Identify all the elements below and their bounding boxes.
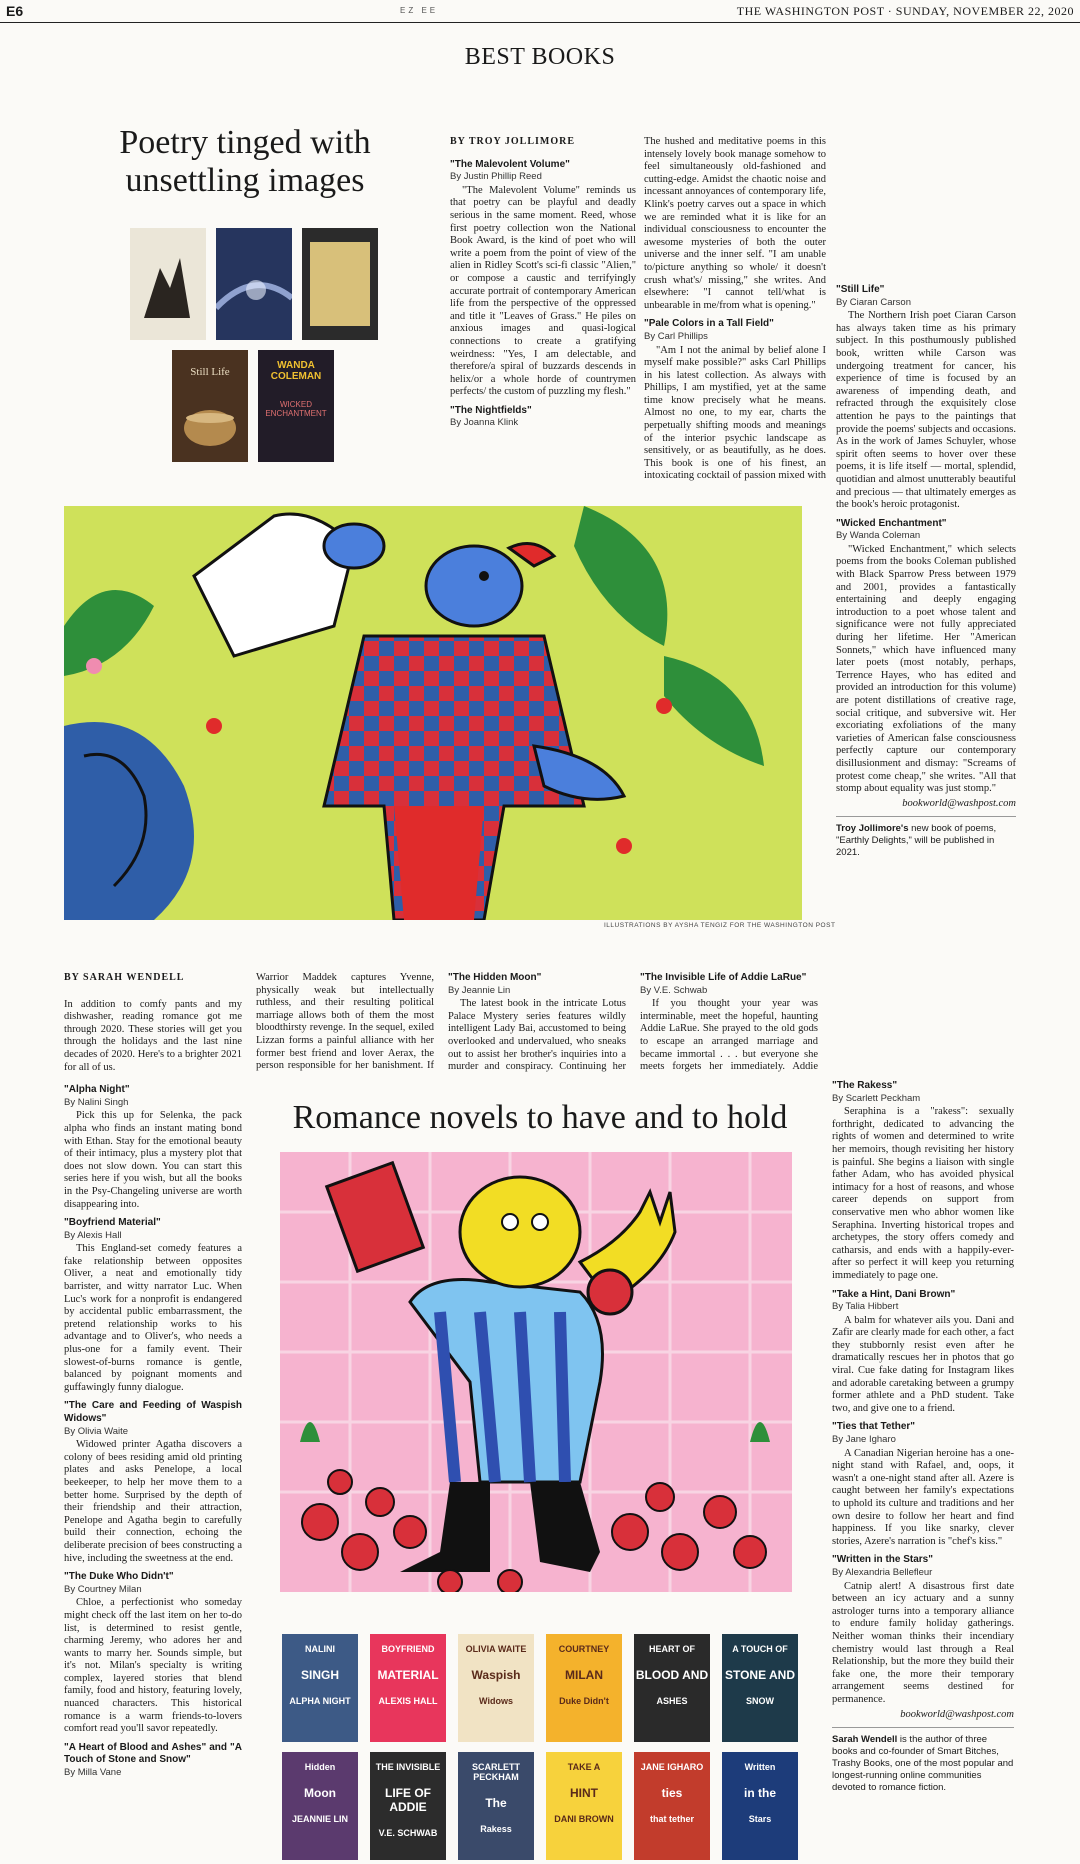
book-review: Widowed printer Agatha discovers a colony of bees residing amid old printing plates and asks Penelope, a local beekeeper, to help her move them to a better home. Surprised by the depth of their friendship and their attraction, Penelope and Agatha begin to carefully build their connection, echoing the deliberate precision of bees constructing a hive, including the sweetness at the end. [64, 1439, 242, 1564]
book-author: By Ciaran Carson [836, 296, 911, 308]
cover-text: HINT [570, 1786, 598, 1800]
cover-text: JEANNIE LIN [291, 1814, 348, 1824]
poetry-illustration [64, 506, 802, 920]
book-title: "A Heart of Blood and Ashes" and "A Touch of Stone and Snow" [64, 1741, 242, 1766]
book-review: "Am I not the animal by belief alone I myself make possible?" asks Carl Phillips in his latest collection. As always with Phillips, I am mystified, yet at the same time know precisely what he means. Almost no one, to my ear, charts the perpetually shifting moods and meanings of the interior psychic landscape as sensitively, or as beautifully, as he does. This book is one of his finest, an intoxicating cocktail of passion mixed with [644, 344, 826, 482]
cover-text: The [485, 1796, 507, 1810]
cover-pale-colors [302, 228, 378, 340]
cover-text: Hidden [304, 1762, 336, 1772]
book-author: By V.E. Schwab [640, 984, 708, 996]
book-author: By Justin Phillip Reed [450, 171, 542, 183]
bio-name: Sarah Wendell [832, 1734, 898, 1746]
page-header [0, 0, 1080, 23]
cover-text: Stars [748, 1814, 772, 1824]
book-review: The Northern Irish poet Ciaran Carson has always taken time as his primary subject. In this posthumously published book, written while Carson was undergoing treatment for cancer, his experience of time is focused by an awareness of impending death, and refracted through the exquisitely close attention he pays to the paintings that provide the poems' subjects and occasions. As in the work of James Schuyler, whose spirit often seems to hover over these poems, it is life itself — mortal, splendid, quotidian and almost unutterably beautiful and precious — that ultimately emerges as the book's heroic protagonist. [836, 310, 1016, 511]
cover-text: Written [744, 1762, 776, 1772]
cover-art [130, 228, 206, 340]
romance-column-2 [256, 972, 434, 1072]
book-title: "The Malevolent Volume" [450, 158, 570, 170]
cover-text: Duke Didn't [559, 1696, 609, 1706]
cover-text: Waspish [471, 1668, 521, 1682]
cover-text: A TOUCH OF [732, 1644, 788, 1654]
bio-name: Troy Jollimore's [836, 823, 909, 835]
author-bio [836, 816, 1016, 859]
book-review: Chloe, a perfectionist who someday might check off the last item on her to-do list, is determined to resist gentle, charming Jeremy, who adores her and wants to marry her. Sounds simple, but it's not. Milan's specialty is writing complex, layered stories that blend family, food and history, featuring lovely, nuanced characters. This historical romance is a warm friends-to-lovers comfort read you'll savor repeatedly. [64, 1597, 242, 1735]
cover-text: THE INVISIBLE [375, 1762, 441, 1772]
romance-book-cover [634, 1752, 710, 1860]
book-review: "Wicked Enchantment," which selects poems from the books Coleman published with Black Sparrow Press between 1979 and 2001, provides a fantastically entertaining and deeply engaging introduction to a poet whose talent and significance were not fully appreciated during her lifetime. Her "American Sonnets," which have influenced many later poets (most notably, perhaps, Terrence Hayes, who has edited and provided an introduction for this volume) are potent distillations of creative rage, social critique, and subversive wit. Her excoriating exfoliations of the many varieties of American false consciousness perfectly capture our contemporary disillusionment and dismay: "Screams of protest come cheap," she writes. "All that stomp about equality was just stomp." [836, 543, 1016, 795]
romance-illustration [280, 1152, 792, 1592]
book-title: "The Nightfields" [450, 404, 532, 416]
romance-book-cover [634, 1634, 710, 1742]
book-title: "Boyfriend Material" [64, 1217, 161, 1229]
cover-text: LIFE OF ADDIE [385, 1786, 431, 1814]
cover-text: COURTNEY [558, 1644, 610, 1654]
cover-text: ties [661, 1786, 683, 1800]
book-review: Warrior Maddek captures Yvenne, physically weak but intellectually ruthless, and their resulting political marriage allows both of them the most bloodthirsty revenge. In the sequel, exiled Lizzan forms a painful alliance with her former best friend and lover Aerax, the person responsible for her banishment. If [256, 972, 434, 1072]
book-title: "Still Life" [836, 284, 885, 295]
book-review: Seraphina is a "rakess": sexually forthright, dedicated to advancing the rights of women and determined to write her memoirs, though revisiting her history is painful. She begins a liaison with single father Adam, who has avoided physical intimacy for a host of reasons, and whose career depends on support from conservative men who abhor women like Seraphina. Inverting historical tropes and archetypes, the story offers comedy and catharsis, and ends with a happily-ever-after so perfect it will keep you returning immediately to page one. [832, 1106, 1014, 1281]
book-author: By Olivia Waite [64, 1425, 129, 1437]
page-number: E6 [6, 3, 24, 19]
poetry-column-2 [644, 136, 826, 484]
cover-text: SINGH [300, 1668, 339, 1682]
romance-book-cover [370, 1634, 446, 1742]
byline-name: TROY JOLLIMORE [468, 136, 575, 147]
cover-title: Still Life [190, 366, 230, 378]
book-author: By Milla Vane [64, 1767, 122, 1779]
book-author: By Wanda Coleman [836, 530, 921, 542]
book-title: "Ties that Tether" [832, 1421, 916, 1433]
cover-text: V.E. SCHWAB [378, 1828, 438, 1838]
romance-book-cover [546, 1634, 622, 1742]
cover-text: MATERIAL [377, 1668, 439, 1682]
cover-text: HEART OF [649, 1644, 695, 1654]
byline [450, 136, 636, 149]
romance-column-5 [832, 972, 1014, 1860]
email-signature: bookworld@washpost.com [900, 1708, 1014, 1720]
cover-text: ALEXIS HALL [378, 1696, 438, 1706]
book-review: A Canadian Nigerian heroine has a one-night stand with Rafael, and, oops, it wasn't a one-night stand after all. Azere is caught between her family's expectations to uphold its culture and traditions and her own desire to follow her heart and find happiness. If you like snarky, clever stories, Azere's narration is "chef's kiss." [832, 1447, 1014, 1547]
cover-text: JANE IGHARO [640, 1762, 704, 1772]
romance-headline: Romance novels to have and to hold [292, 1099, 788, 1136]
cover-wicked-enchantment [258, 350, 334, 462]
masthead: THE WASHINGTON POST · SUNDAY, NOVEMBER 22, 2020 [736, 4, 1074, 18]
book-author: By Courtney Milan [64, 1583, 142, 1595]
book-author: By Scarlett Peckham [832, 1092, 921, 1104]
romance-column-4 [640, 972, 818, 1072]
book-author: By Jane Igharo [832, 1434, 896, 1446]
cover-text: DANI BROWN [554, 1814, 614, 1824]
cover-text: TAKE A [567, 1762, 601, 1772]
book-title: "Alpha Night" [64, 1084, 130, 1096]
book-title: "Wicked Enchantment" [836, 517, 947, 529]
book-title: "Written in the Stars" [832, 1554, 933, 1566]
section-title: BEST BOOKS [464, 44, 616, 70]
romance-book-cover [370, 1752, 446, 1860]
book-title: "The Hidden Moon" [448, 972, 542, 983]
romance-book-cover [722, 1634, 798, 1742]
cover-still-life [172, 350, 248, 462]
book-author: By Carl Phillips [644, 330, 708, 342]
byline-prefix: BY [64, 972, 84, 983]
cover-text: Widows [479, 1696, 513, 1706]
byline [64, 972, 242, 985]
romance-column-1 [64, 972, 242, 1860]
email-signature: bookworld@washpost.com [902, 797, 1016, 809]
cover-text: NALINI [305, 1644, 335, 1654]
byline-name: SARAH WENDELL [83, 972, 185, 983]
cover-text: SCARLETT PECKHAM [472, 1762, 520, 1782]
poetry-headline: Poetry tinged with unsettling images [119, 124, 371, 199]
book-review: If you thought your year was interminable, meet the hopeful, haunting Addie LaRue. She prayed to the old gods to escape an arranged marriage and became immortal . . . but everyone she meets forgets her immediately. Addie [640, 998, 818, 1072]
romance-book-cover [722, 1752, 798, 1860]
book-review: The latest book in the intricate Lotus Palace Mystery series features wildly intelligent Lady Bai, accustomed to being overlooked and undervalued, who sneaks out to assist her brother's inquiries into a murder and conspiracy. Continuing her [448, 998, 626, 1072]
illustration-credit: ILLUSTRATIONS BY AYSHA TENGIZ FOR THE WASHINGTON POST [604, 922, 836, 929]
cover-text: OLIVIA WAITE [465, 1644, 527, 1654]
poetry-column-3 [836, 136, 1016, 928]
book-review: Pick this up for Selenka, the pack alpha who finds an instant mating bond with Ethan. Stay for the emotional beauty of their intimacy, plus a mystery plot that does not slow down. You can start this series here if you wish, but all the books in the Psy-Changeling universe are worth disappearing into. [64, 1110, 242, 1210]
bio-text: is the author of three books and co-founder of Smart Bitches, Trashy Books, one of the most popular and longest-running online communities devoted to romance fiction. [832, 1734, 1014, 1794]
book-review: This England-set comedy features a fake relationship between opposites Oliver, a neat and emotionally tidy barrister, and witty narrator Luc. When Luc's work for a nonprofit is endangered by accidental public embarrassment, the pretend relationship works to his advantage and to Oliver's, who needs a plus-one for a family event. Their slowest-of-burns romance is gentle, balanced by poignant moments and guffawingly funny dialogue. [64, 1243, 242, 1393]
book-title: "The Duke Who Didn't" [64, 1571, 174, 1583]
book-review: A balm for whatever ails you. Dani and Zafir are clearly made for each other, a fact they stubbornly resist even after he dramatically rescues her in photos that go viral. Cue fake dating for Instagram likes and adorable caretaking between a grumpy former athlete and a PhD student. Take two, and give one to a friend. [832, 1314, 1014, 1414]
byline-prefix: BY [450, 136, 469, 147]
cover-text: ALPHA NIGHT [289, 1696, 351, 1706]
book-author: By Jeannie Lin [448, 984, 511, 996]
romance-column-3 [448, 972, 626, 1072]
cover-text: MILAN [565, 1668, 603, 1682]
cover-nightfields [216, 228, 292, 340]
book-author: By Nalini Singh [64, 1096, 129, 1108]
book-review: The hushed and meditative poems in this intensely lovely book manage somehow to feel simultaneously old-fashioned and cutting-edge. Amidst the chaotic noise and incessant annoyances of contemporary life, Klink's poetry carves out a space in which we are reminded what it is like for an individual consciousness to encounter the awesome mysteries of both the outer universe and the inner self. "I am unable to/picture anything so whole/ it doesn't crush what's/ missing," she writes. And elsewhere: "I cannot tell/what is unbearable in me/from what is opening." [644, 136, 826, 311]
cover-text: in the [744, 1786, 776, 1800]
edition-codes: EZ EE [400, 6, 439, 15]
cover-text: BLOOD AND [635, 1668, 709, 1682]
cover-malevolent-volume [130, 228, 206, 340]
cover-text: ASHES [656, 1696, 688, 1706]
bio-text: new book of poems, "Earthly Delights," will be published in 2021. [836, 823, 997, 859]
book-title: "Pale Colors in a Tall Field" [644, 318, 774, 330]
poetry-column-1 [450, 136, 636, 484]
book-title: "The Rakess" [832, 1080, 898, 1091]
cover-text: SNOW [746, 1696, 774, 1706]
book-title: "The Care and Feeding of Waspish Widows" [64, 1400, 242, 1424]
romance-book-cover [282, 1752, 358, 1860]
intro-paragraph: In addition to comfy pants and my dishwasher, reading romance got me through 2020. These stories will get you through the holidays and the last nine decades of 2020. Here's to a brighter 2021 for all of us. [64, 998, 242, 1073]
romance-book-cover [282, 1634, 358, 1742]
cover-text: Moon [304, 1786, 336, 1800]
cover-text: that tether [649, 1814, 694, 1824]
romance-book-cover [458, 1752, 534, 1860]
cover-title: WICKED ENCHANTMENT [265, 400, 327, 418]
author-bio [832, 1727, 1014, 1794]
book-title: "The Invisible Life of Addie LaRue" [640, 972, 807, 983]
book-author: By Joanna Klink [450, 417, 519, 429]
cover-text: BOYFRIEND [381, 1644, 435, 1654]
cover-art [216, 228, 292, 340]
cover-author: WANDA COLEMAN [270, 360, 322, 382]
book-review: Catnip alert! A disastrous first date between an icy actuary and a sunny astrologer turns into a temporary alliance to endure family holiday gatherings. Neither woman thinks their incendiary chemistry would last through a Real Relationship, but the more they build their fake one, the more their temporary arrangement seems destined for permanence. [832, 1580, 1014, 1705]
book-author: By Alexis Hall [64, 1229, 122, 1241]
cover-art [172, 398, 248, 458]
cover-text: Rakess [480, 1824, 512, 1834]
book-author: By Alexandria Bellefleur [832, 1566, 933, 1578]
book-title: "Take a Hint, Dani Brown" [832, 1288, 956, 1300]
romance-book-cover [458, 1634, 534, 1742]
book-review: "The Malevolent Volume" reminds us that poetry can be playful and deadly serious in the same moment. Reed, whose first poetry collection won the National Book Award, is the kind of poet who will write a poem from the point of view of the alien in Ridley Scott's sci-fi classic "Alien," or compose a caustic and terrifyingly accurate portrait of contemporary American life from the perspective of the oppressed and title it "Leaves of Grass." He piles on anxious images and quasi-logical connections to create a gratifying weirdness: "Yes, I am delectable, and therefore/a spiral of buzzards descends in helix/or a whole horde of countrymen perfects/ the custom of puzzling my flesh." [450, 184, 636, 398]
book-author: By Talia Hibbert [832, 1301, 899, 1313]
cover-text: STONE AND [724, 1668, 795, 1682]
romance-book-cover [546, 1752, 622, 1860]
